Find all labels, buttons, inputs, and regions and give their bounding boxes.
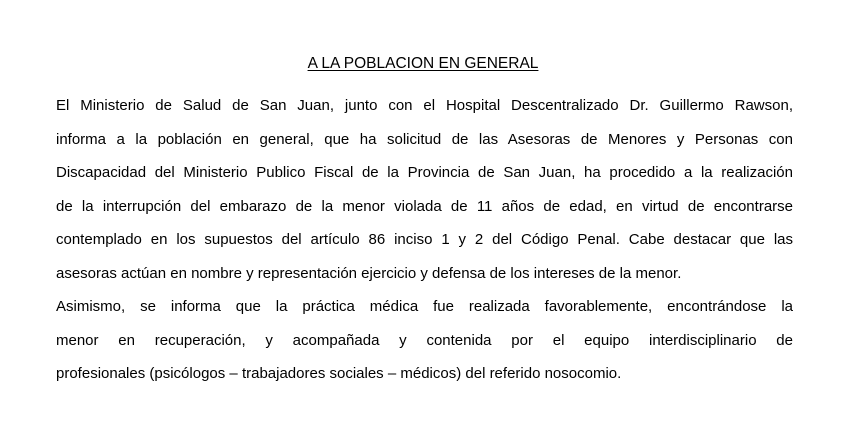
body-line-9: profesionales (psicólogos – trabajadores sociales – médicos) del referido nosocomio. [56,365,622,382]
document-body [56,96,793,398]
body-line-6: asesoras actúan en nombre y representación ejercicio y defensa de los intereses de la menor. [56,264,682,282]
body-line-5: contemplado en los supuestos del artículo 86 inciso 1 y 2 del Código Penal. Cabe destacar que las [56,231,793,248]
body-line-4: de la interrupción del embarazo de la menor violada de 11 años de edad, en virtud de encontrarse [56,197,793,215]
body-line-7: Asimismo, se informa que la práctica médica fue realizada favorablemente, encontrándose la [56,298,793,315]
body-line-8: menor en recuperación, y acompañada y contenida por el equipo interdisciplinario de [56,331,793,349]
body-line-3: Discapacidad del Ministerio Publico Fiscal de la Provincia de San Juan, ha procedido a la realización [56,164,793,181]
document-title: A LA POBLACION EN GENERAL [307,55,539,72]
body-line-1: El Ministerio de Salud de San Juan, junto con el Hospital Descentralizado Dr. Guillermo Rawson, [56,97,793,114]
body-line-2: informa a la población en general, que ha solicitud de las Asesoras de Menores y Personas con [56,130,793,148]
